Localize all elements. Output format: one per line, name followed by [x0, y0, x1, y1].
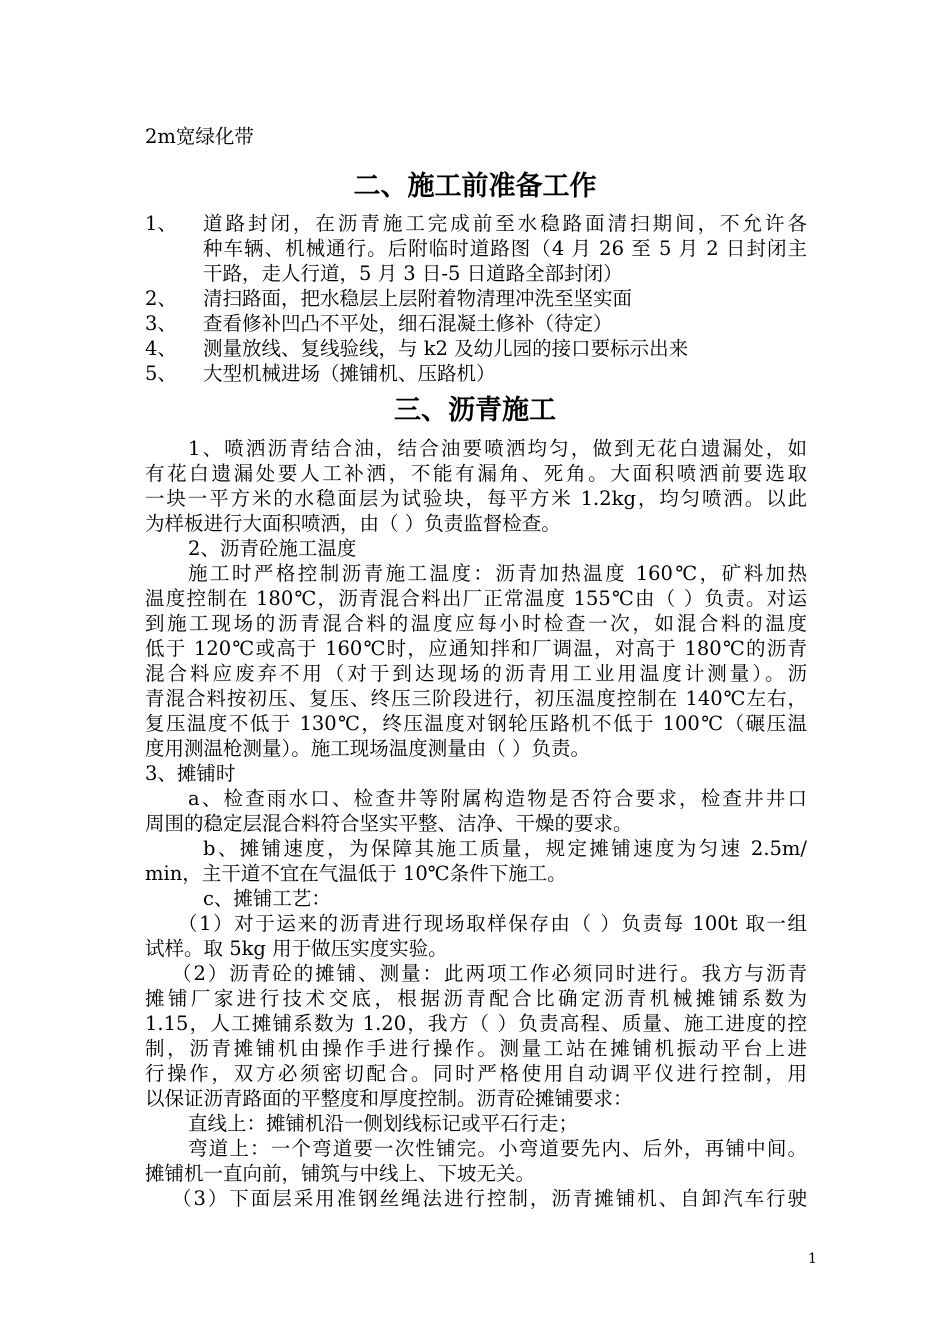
- list-number: 1、: [145, 212, 177, 235]
- body-line: 制，沥青摊铺机由操作手进行操作。测量工站在摊铺机振动平台上进: [145, 1037, 807, 1060]
- body-line: （2）沥青砼的摊铺、测量：此两项工作必须同时进行。我方与沥青: [172, 962, 807, 985]
- body-line: 周围的稳定层混合料符合坚实平整、洁净、干燥的要求。: [145, 812, 633, 835]
- list-item-line: 查看修补凹凸不平处，细石混凝土修补（待定）: [203, 312, 613, 335]
- list-item-line: 清扫路面，把水稳层上层附着物清理冲洗至坚实面: [203, 287, 633, 310]
- body-line: 有花白遗漏处要人工补洒，不能有漏角、死角。大面积喷洒前要选取: [145, 462, 807, 485]
- body-line: 温度控制在 180℃，沥青混合料出厂正常温度 155℃由（ ）负责。对运: [145, 587, 807, 610]
- body-line: 直线上：摊铺机沿一侧划线标记或平石行走；: [188, 1112, 579, 1135]
- body-line: min，主干道不宜在气温低于 10℃条件下施工。: [145, 862, 567, 885]
- body-line: 弯道上：一个弯道要一次性铺完。小弯道要先内、后外，再铺中间。: [188, 1137, 807, 1160]
- body-line: 青混合料按初压、复压、终压三阶段进行，初压温度控制在 140℃左右，: [145, 687, 807, 710]
- body-line: 1、喷洒沥青结合油，结合油要喷洒均匀，做到无花白遗漏处，如: [188, 437, 807, 460]
- body-line: 摊铺厂家进行技术交底，根据沥青配合比确定沥青机械摊铺系数为: [145, 987, 807, 1010]
- body-line: 低于 120℃或高于 160℃时，应通知拌和厂调温，对高于 180℃的沥青: [145, 637, 807, 660]
- body-line: 2、沥青砼施工温度: [188, 537, 357, 560]
- body-line: 一块一平方米的水稳面层为试验块，每平方米 1.2kg，均匀喷洒。以此: [145, 487, 807, 510]
- body-line: 摊铺机一直向前，铺筑与中线上、下坡无关。: [145, 1162, 536, 1185]
- list-number: 2、: [145, 287, 177, 310]
- body-line: a、检查雨水口、检查井等附属构造物是否符合要求，检查井井口: [188, 787, 807, 810]
- list-item-line: 干路，走人行道，5 月 3 日-5 日道路全部封闭）: [203, 262, 623, 285]
- top-line: 2m宽绿化带: [145, 125, 254, 148]
- body-line: （1）对于运来的沥青进行现场取样保存由（ ）负责每 100t 取一组: [178, 912, 807, 935]
- body-line: 混合料应废弃不用（对于到达现场的沥青用工业用温度计测量）。沥: [145, 662, 807, 685]
- body-line: 复压温度不低于 130℃，终压温度对钢轮压路机不低于 100℃（碾压温: [145, 712, 807, 735]
- body-line: 行操作，双方必须密切配合。同时严格使用自动调平仪进行控制，用: [145, 1062, 807, 1085]
- section-heading-2: 二、施工前准备工作: [353, 171, 597, 202]
- body-line: c、摊铺工艺：: [203, 887, 331, 910]
- body-line: 以保证沥青路面的平整度和厚度控制。沥青砼摊铺要求：: [145, 1087, 633, 1110]
- body-line: b、摊铺速度，为保障其施工质量，规定摊铺速度为匀速 2.5m/: [203, 837, 807, 860]
- body-line: 试样。取 5kg 用于做压实度实验。: [145, 937, 448, 960]
- list-number: 3、: [145, 312, 177, 335]
- body-line: 度用测温枪测量）。施工现场温度测量由（ ）负责。: [145, 737, 590, 760]
- list-item-line: 道路封闭，在沥青施工完成前至水稳路面清扫期间，不允许各: [203, 212, 807, 235]
- body-line: 施工时严格控制沥青施工温度：沥青加热温度 160℃，矿料加热: [188, 562, 807, 585]
- section-heading-3: 三、沥青施工: [394, 395, 556, 426]
- list-item-line: 测量放线、复线验线，与 k2 及幼儿园的接口要标示出来: [203, 337, 689, 360]
- body-line: （3）下面层采用准钢丝绳法进行控制，沥青摊铺机、自卸汽车行驶: [172, 1187, 807, 1210]
- page-number: 1: [808, 1251, 817, 1267]
- list-item-line: 大型机械进场（摊铺机、压路机）: [203, 362, 496, 385]
- list-item-line: 种车辆、机械通行。后附临时道路图（4 月 26 至 5 月 2 日封闭主: [203, 237, 807, 260]
- list-number: 5、: [145, 362, 177, 385]
- body-line: 到施工现场的沥青混合料的温度应每小时检查一次，如混合料的温度: [145, 612, 807, 635]
- list-number: 4、: [145, 337, 177, 360]
- body-line: 3、摊铺时: [145, 762, 236, 785]
- body-line: 1.15，人工摊铺系数为 1.20，我方（ ）负责高程、质量、施工进度的控: [145, 1012, 807, 1035]
- body-line: 为样板进行大面积喷洒，由（ ）负责监督检查。: [145, 512, 561, 535]
